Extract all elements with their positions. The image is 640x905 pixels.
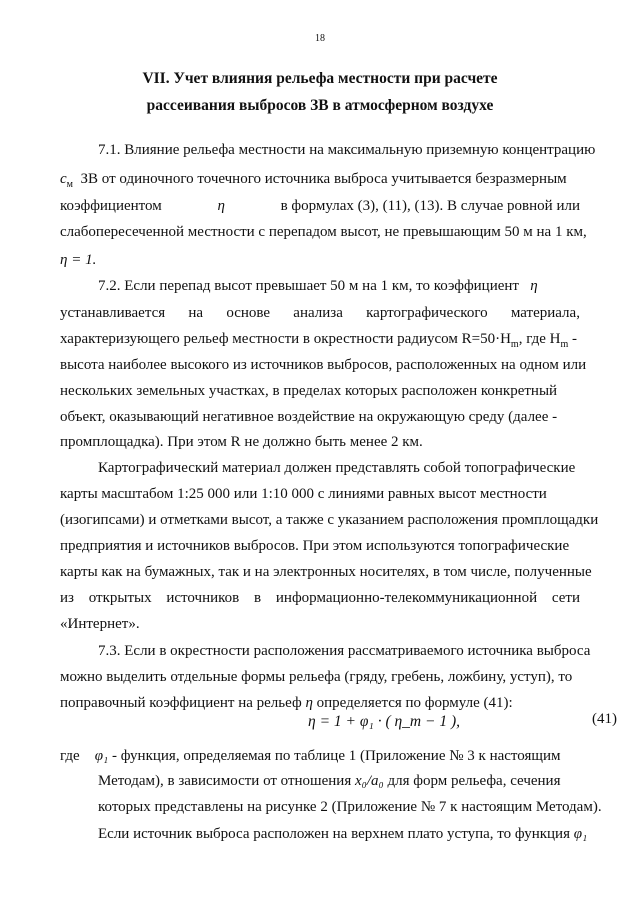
text-line xyxy=(60,305,580,322)
text-line: высота наиболее высокого из источников выбросов, расположенных на одном или xyxy=(60,357,587,373)
word: открытых xyxy=(88,590,152,606)
page-number: 18 xyxy=(315,33,325,44)
text-line xyxy=(98,773,560,790)
text-fragment: коэффициентом xyxy=(60,198,162,214)
text-line: можно выделить отдельные формы рельефа (гряду, гребень, ложбину, уступ), то xyxy=(60,669,573,685)
text-line xyxy=(98,826,587,843)
text-line: 7.3. Если в окрестности расположения рассматриваемого источника выброса xyxy=(98,643,591,659)
text-fragment: - xyxy=(568,331,577,347)
word: источников xyxy=(166,590,240,606)
text-line: объект, оказывающий негативное воздействие на окружающую среду (далее - xyxy=(60,409,558,425)
subscript: m xyxy=(560,339,569,350)
text-line: предприятия и источников выбросов. При этом используются топографические xyxy=(60,538,570,554)
text-fragment: характеризующего рельеф местности в окрестности радиусом R=50·H xyxy=(60,331,511,347)
word: основе xyxy=(226,305,271,321)
formula-41: η = 1 + φ₁ · ( η_m − 1 ), xyxy=(308,713,460,730)
word: материала, xyxy=(510,305,580,321)
text-fragment: Если источник выброса расположен на верхнем плато уступа, то функция xyxy=(98,826,570,842)
text-fragment: Методам), в зависимости от отношения xyxy=(98,773,352,789)
word: устанавливается xyxy=(60,305,166,321)
text-line: карты масштабом 1:25 000 или 1:10 000 с линиями равных высот местности xyxy=(60,486,547,502)
text-line xyxy=(98,278,538,295)
text-fragment: - функция, определяемая по таблице 1 (Приложение № 3 к настоящим xyxy=(111,748,561,764)
text-line xyxy=(60,590,580,607)
text-fragment: определяется по формуле (41): xyxy=(316,695,513,711)
text-line: (изогипсами) и отметками высот, а также с указанием расположения промплощадки xyxy=(60,512,599,528)
subscript: м xyxy=(66,179,73,190)
text-line: которых представлены на рисунке 2 (Приложение № 7 к настоящим Методам). xyxy=(98,799,602,815)
text-line xyxy=(60,331,577,350)
word: картографического xyxy=(366,305,488,321)
text-line: Картографический материал должен представлять собой топографические xyxy=(98,460,576,476)
word: на xyxy=(188,305,204,321)
text-fragment: 7.2. Если перепад высот превышает 50 м на 1 км, то коэффициент xyxy=(98,278,519,294)
eta-symbol: η xyxy=(217,198,225,214)
text-line: слабопересеченной местности с перепадом высот, не превышающим 50 м на 1 км, xyxy=(60,224,587,240)
formula-number: (41) xyxy=(592,711,617,727)
text-line: промплощадка). При этом R не должно быть менее 2 км. xyxy=(60,434,423,450)
word: из xyxy=(60,590,74,606)
text-line: η = 1. xyxy=(60,252,97,268)
word: информационно-телекоммуникационной xyxy=(275,590,538,606)
text-fragment: ЗВ от одиночного точечного источника выброса учитывается безразмерным xyxy=(80,171,567,187)
text-line: «Интернет». xyxy=(60,616,140,632)
section-heading-line-1: VII. Учет влияния рельефа местности при расчете xyxy=(142,70,498,87)
phi-symbol: φ₁ xyxy=(94,748,109,764)
phi-symbol: φ₁ xyxy=(573,826,588,842)
text-line xyxy=(60,748,560,765)
text-line xyxy=(60,695,513,712)
section-heading-line-2: рассеивания выбросов ЗВ в атмосферном воздухе xyxy=(146,97,494,114)
text-fragment: для форм рельефа, сечения xyxy=(387,773,561,789)
text-line xyxy=(60,171,567,190)
text-line xyxy=(60,198,580,215)
word: сети xyxy=(551,590,580,606)
subscript: m xyxy=(510,339,519,350)
text-fragment: , где H xyxy=(518,331,561,347)
word: в xyxy=(254,590,262,606)
ratio-expression: x₀/a₀ xyxy=(354,773,384,789)
text-fragment: поправочный коэффициент на рельеф xyxy=(60,695,302,711)
word: анализа xyxy=(293,305,343,321)
concentration-symbol: c xyxy=(60,171,67,187)
text-line: карты как на бумажных, так и на электронных носителях, в том числе, полученные xyxy=(60,564,592,580)
eta-symbol: η xyxy=(305,695,313,711)
text-fragment: в формулах (3), (11), (13). В случае ровной или xyxy=(280,198,580,214)
text-fragment: где xyxy=(60,748,80,764)
text-line: нескольких земельных участках, в пределах которых расположен конкретный xyxy=(60,383,558,399)
text-line: 7.1. Влияние рельефа местности на максимальную приземную концентрацию xyxy=(98,142,596,158)
eta-symbol: η xyxy=(530,278,538,294)
